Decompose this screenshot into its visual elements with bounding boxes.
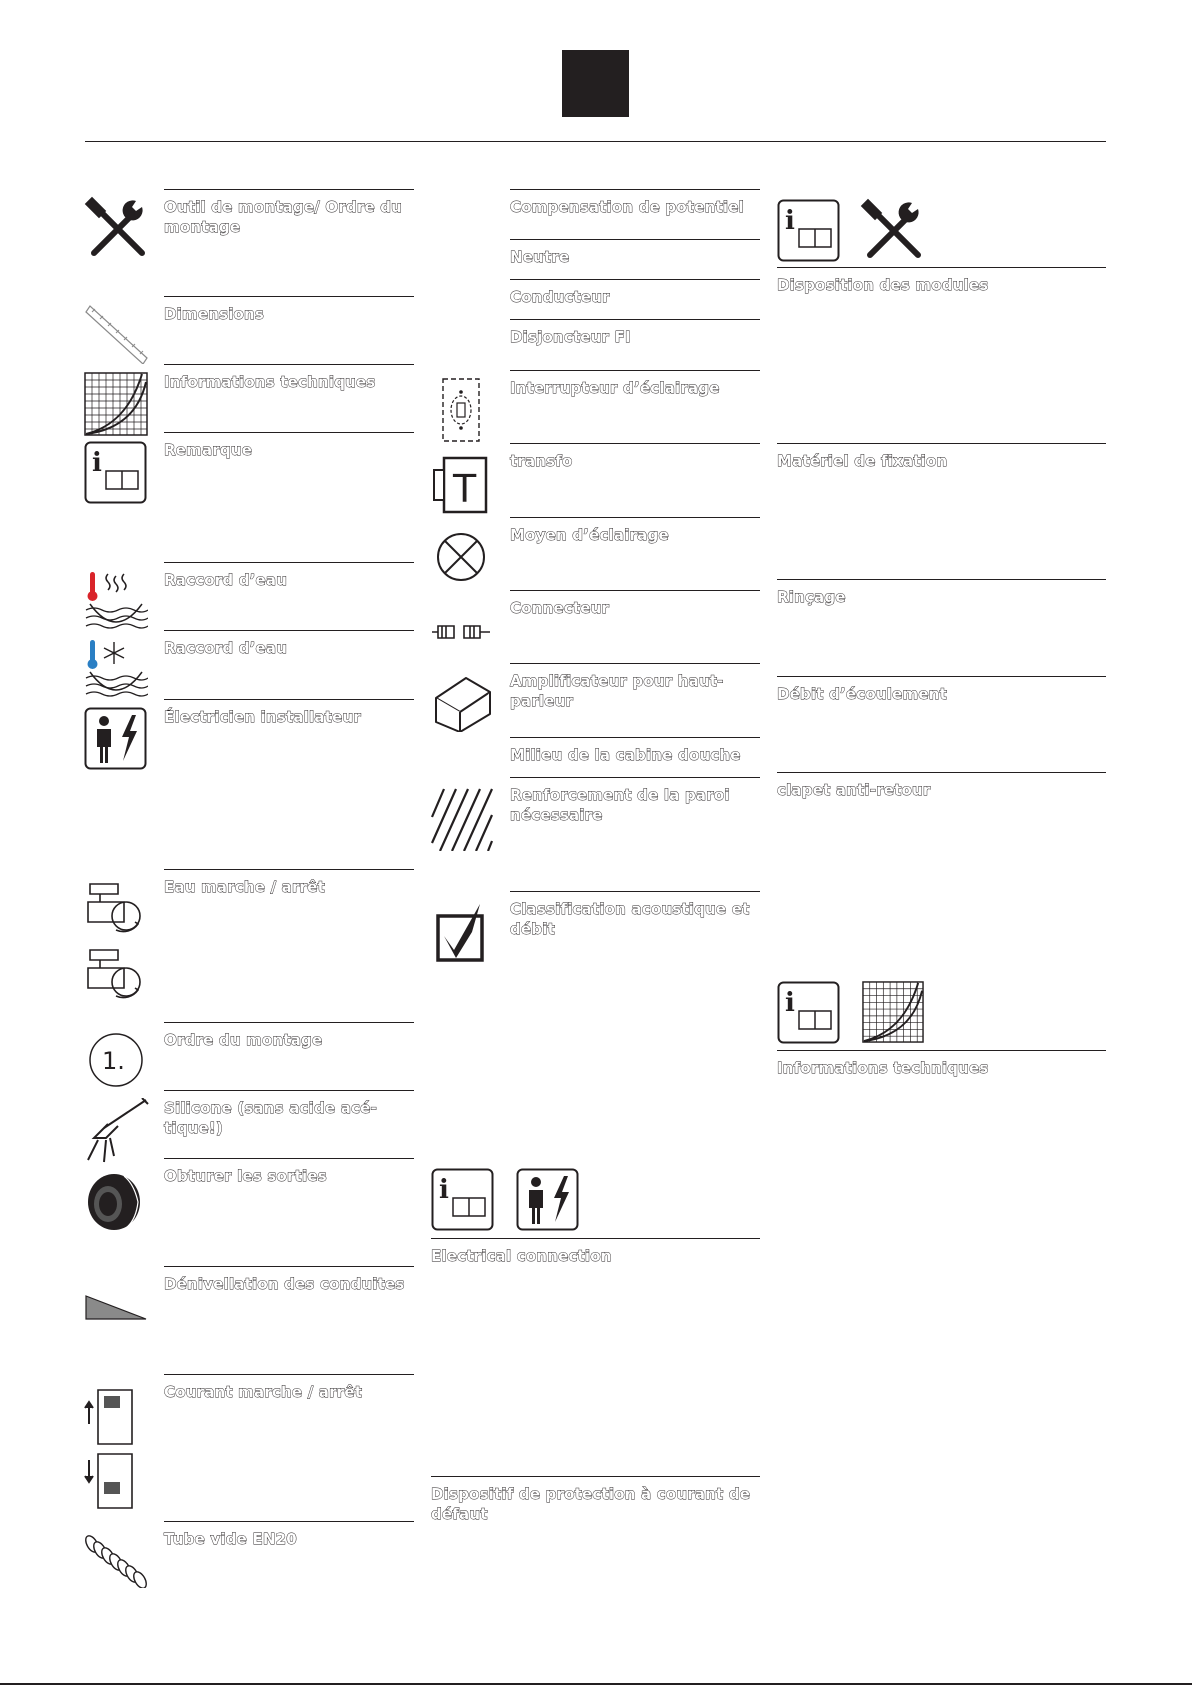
entry-label: transfo xyxy=(510,452,573,470)
info-book-icon xyxy=(777,199,840,262)
entry-col1-8 xyxy=(164,1022,414,1050)
entry-label: Électricien installateur xyxy=(164,708,361,726)
entry-col3-0 xyxy=(777,267,1106,295)
entry-col1-0 xyxy=(164,189,414,237)
graph-grid-icon xyxy=(862,981,924,1043)
entry-col2-2 xyxy=(510,279,760,307)
entry-col2-5 xyxy=(510,443,760,471)
cold-water-icon xyxy=(84,638,148,702)
lamp-icon xyxy=(436,532,486,582)
info-book-icon xyxy=(84,441,147,504)
entry-col3-1 xyxy=(777,443,1106,471)
entry-label: Silicone (sans acide acé-tique!) xyxy=(164,1099,377,1137)
entry-col1-5 xyxy=(164,630,414,658)
entry-col2-0 xyxy=(510,189,760,217)
valve-on-off-icon xyxy=(84,880,150,1010)
graph-grid-icon xyxy=(84,372,148,436)
entry-col1-3 xyxy=(164,432,414,460)
entry-label: Disposition des modules xyxy=(777,276,989,294)
entry-col1-10 xyxy=(164,1158,414,1186)
entry-label: Classification acoustique et débit xyxy=(510,900,750,938)
entry-label: Milieu de la cabine douche xyxy=(510,746,741,764)
entry-label: Courant marche / arrêt xyxy=(164,1383,363,1401)
entry-col3-3 xyxy=(777,676,1106,704)
entry-label: Conducteur xyxy=(510,288,610,306)
connector-icon xyxy=(430,622,494,642)
plug-cap-icon xyxy=(84,1168,150,1232)
checkbox-icon xyxy=(436,902,488,964)
entry-col1-7 xyxy=(164,869,414,897)
wrench-screwdriver-icon xyxy=(860,197,925,263)
svg-text:1.: 1. xyxy=(102,1047,125,1075)
entry-col2-9 xyxy=(510,737,760,765)
entry-col3-5 xyxy=(777,1050,1106,1078)
entry-col2-10 xyxy=(510,777,760,825)
entry-col1-1 xyxy=(164,296,414,324)
svg-text:i: i xyxy=(92,448,102,478)
svg-text:i: i xyxy=(439,1175,449,1205)
entry-label: Informations techniques xyxy=(777,1059,989,1077)
entry-label: Raccord d’eau xyxy=(164,571,288,589)
entry-col1-2 xyxy=(164,364,414,392)
entry-label: clapet anti-retour xyxy=(777,781,931,799)
entry-col2-4 xyxy=(510,370,760,398)
entry-label: Matériel de fixation xyxy=(777,452,948,470)
entry-label: Disjoncteur FI xyxy=(510,328,631,346)
entry-label: Débit d’écoulement xyxy=(777,685,947,703)
entry-label: Raccord d’eau xyxy=(164,639,288,657)
entry-label: Interrupteur d’éclairage xyxy=(510,379,720,397)
svg-text:i: i xyxy=(785,988,795,1018)
conduit-tube-icon xyxy=(84,1534,148,1588)
entry-col1-4 xyxy=(164,562,414,590)
info-book-icon xyxy=(777,981,840,1044)
light-switch-icon xyxy=(442,378,480,442)
entry-col2-6 xyxy=(510,517,760,545)
page-marker-square xyxy=(562,50,629,117)
entry-label: Dispositif de protection à courant de défaut xyxy=(431,1485,751,1523)
entry-label: Neutre xyxy=(510,248,570,266)
entry-col1-9 xyxy=(164,1090,414,1138)
slope-triangle-icon xyxy=(85,1294,147,1322)
entry-col3-2 xyxy=(777,579,1106,607)
entry-col2-8 xyxy=(510,663,760,711)
breaker-switch-icon xyxy=(84,1388,140,1512)
entry-col2-12 xyxy=(431,1238,760,1266)
entry-label: Compensation de potentiel xyxy=(510,198,744,216)
wrench-screwdriver-icon xyxy=(84,195,149,261)
ruler-icon xyxy=(84,304,149,364)
amplifier-box-icon xyxy=(434,676,492,732)
entry-label: Connecteur xyxy=(510,599,610,617)
svg-text:i: i xyxy=(785,206,795,236)
entry-label: Obturer les sorties xyxy=(164,1167,327,1185)
svg-text:T: T xyxy=(453,467,477,511)
entry-col3-4 xyxy=(777,772,1106,800)
entry-col2-7 xyxy=(510,590,760,618)
entry-label: Rinçage xyxy=(777,588,846,606)
entry-col1-13 xyxy=(164,1521,414,1549)
entry-label: Moyen d’éclairage xyxy=(510,526,669,544)
electrician-icon xyxy=(84,707,147,770)
entry-label: Eau marche / arrêt xyxy=(164,878,325,896)
entry-col2-1 xyxy=(510,239,760,267)
entry-col1-6 xyxy=(164,699,414,727)
entry-label: Informations techniques xyxy=(164,373,376,391)
entry-label: Outil de montage/ Ordre du montage xyxy=(164,198,403,236)
silicone-gun-icon xyxy=(84,1098,150,1164)
entry-col2-11 xyxy=(510,891,760,939)
entry-col2-3 xyxy=(510,319,760,347)
wall-hatch-icon xyxy=(430,787,494,851)
header-rule xyxy=(85,141,1106,142)
info-book-icon xyxy=(431,1168,494,1231)
entry-label: Ordre du montage xyxy=(164,1031,323,1049)
hot-water-icon xyxy=(84,570,148,634)
entry-label: Electrical connection xyxy=(431,1247,612,1265)
entry-label: Remarque xyxy=(164,441,253,459)
step-one-icon xyxy=(88,1032,144,1088)
entry-label: Renforcement de la paroi nécessaire xyxy=(510,786,730,824)
entry-label: Amplificateur pour haut-parleur xyxy=(510,672,724,710)
entry-col1-11 xyxy=(164,1266,414,1294)
entry-label: Tube vide EN20 xyxy=(164,1530,297,1548)
entry-label: Dénivellation des conduites xyxy=(164,1275,405,1293)
transformer-icon xyxy=(432,456,488,514)
entry-col1-12 xyxy=(164,1374,414,1402)
electrician-icon xyxy=(516,1168,579,1231)
entry-label: Dimensions xyxy=(164,305,265,323)
entry-col2-13 xyxy=(431,1476,760,1524)
